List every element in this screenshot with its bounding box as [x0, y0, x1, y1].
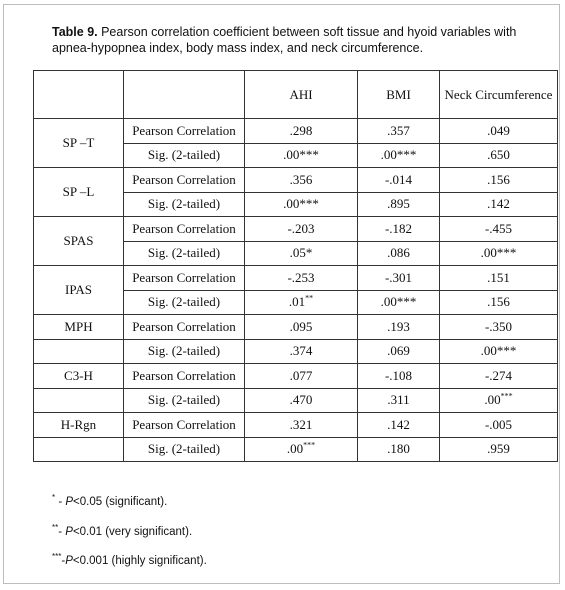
footnote-mark: * [52, 493, 56, 503]
table-row-pearson [34, 266, 558, 291]
header-bmi: BMI [358, 71, 440, 119]
superscript-mark: ** [305, 293, 314, 303]
pearson-neck: -.350 [440, 315, 558, 340]
pearson-neck: .049 [440, 119, 558, 144]
caption-label: Table 9. [52, 25, 98, 39]
sig-ahi: .374 [245, 339, 358, 364]
sig-ahi: .00*** [245, 143, 358, 168]
sig-ahi: .01** [245, 290, 358, 315]
pearson-bmi: -.182 [358, 217, 440, 242]
row-label-pearson: Pearson Correlation [124, 266, 245, 291]
table-row-pearson [34, 168, 558, 193]
row-label-sig: Sig. (2-tailed) [124, 192, 245, 217]
variable-name-empty [34, 437, 124, 462]
row-label-sig: Sig. (2-tailed) [124, 143, 245, 168]
sig-neck: .142 [440, 192, 558, 217]
variable-name: SP –T [34, 119, 124, 168]
header-row [34, 71, 558, 119]
pearson-bmi: -.108 [358, 364, 440, 389]
table-row-pearson [34, 119, 558, 144]
table-row-pearson [34, 217, 558, 242]
variable-name: C3-H [34, 364, 124, 389]
row-label-pearson: Pearson Correlation [124, 168, 245, 193]
caption-text: Pearson correlation coefficient between soft tissue and hyoid variables with apnea-hypopnea index, body mass index, and neck circumference. [52, 25, 517, 55]
row-label-sig: Sig. (2-tailed) [124, 290, 245, 315]
footnote-p: P [65, 496, 74, 508]
pearson-bmi: -.301 [358, 266, 440, 291]
pearson-ahi: .095 [245, 315, 358, 340]
footnote [52, 552, 207, 585]
sig-bmi: .00*** [358, 290, 440, 315]
row-label-pearson: Pearson Correlation [124, 364, 245, 389]
sig-bmi: .895 [358, 192, 440, 217]
pearson-neck: -.005 [440, 413, 558, 438]
variable-name: MPH [34, 315, 124, 340]
sig-ahi: .05* [245, 241, 358, 266]
footnote-p: P [65, 525, 73, 538]
footnote-sep: - [58, 525, 66, 538]
pearson-ahi: .298 [245, 119, 358, 144]
table-body [34, 119, 558, 462]
pearson-ahi: .077 [245, 364, 358, 389]
table-caption [52, 24, 522, 56]
footnote [52, 522, 207, 556]
sig-neck: .00*** [440, 339, 558, 364]
header-empty-2 [124, 71, 245, 119]
table-notes [52, 493, 207, 585]
table-row-sig [34, 339, 558, 364]
variable-name: H-Rgn [34, 413, 124, 438]
pearson-bmi: -.014 [358, 168, 440, 193]
pearson-ahi: -.203 [245, 217, 358, 242]
superscript-mark: *** [303, 440, 316, 450]
footnote [52, 493, 207, 526]
sig-neck: .00*** [440, 388, 558, 413]
sig-neck: .00*** [440, 241, 558, 266]
row-label-sig: Sig. (2-tailed) [124, 437, 245, 462]
footnote-mark: ** [52, 522, 59, 532]
correlation-table [33, 70, 558, 462]
pearson-bmi: .193 [358, 315, 440, 340]
row-label-sig: Sig. (2-tailed) [124, 241, 245, 266]
footnote-mark: *** [52, 552, 62, 562]
variable-name: SP –L [34, 168, 124, 217]
row-label-sig: Sig. (2-tailed) [124, 339, 245, 364]
sig-bmi: .00*** [358, 143, 440, 168]
sig-bmi: .086 [358, 241, 440, 266]
sig-ahi: .470 [245, 388, 358, 413]
variable-name-empty [34, 339, 124, 364]
footnote-text: <0.001 (highly significant). [72, 555, 207, 567]
sig-bmi: .311 [358, 388, 440, 413]
sig-ahi: .00*** [245, 437, 358, 462]
row-label-pearson: Pearson Correlation [124, 413, 245, 438]
pearson-neck: .151 [440, 266, 558, 291]
pearson-ahi: -.253 [245, 266, 358, 291]
pearson-bmi: .142 [358, 413, 440, 438]
variable-name: SPAS [34, 217, 124, 266]
row-label-sig: Sig. (2-tailed) [124, 388, 245, 413]
sig-ahi: .00*** [245, 192, 358, 217]
row-label-pearson: Pearson Correlation [124, 119, 245, 144]
table-row-sig [34, 437, 558, 462]
pearson-ahi: .356 [245, 168, 358, 193]
sig-bmi: .069 [358, 339, 440, 364]
sig-neck: .650 [440, 143, 558, 168]
sig-bmi: .180 [358, 437, 440, 462]
table-row-pearson [34, 364, 558, 389]
sig-neck: .959 [440, 437, 558, 462]
header-empty-1 [34, 71, 124, 119]
row-label-pearson: Pearson Correlation [124, 217, 245, 242]
pearson-bmi: .357 [358, 119, 440, 144]
table-row-pearson [34, 413, 558, 438]
header-neck: Neck Circumference [440, 71, 558, 119]
table-row-pearson [34, 315, 558, 340]
footnote-sep: - [61, 555, 66, 567]
pearson-neck: .156 [440, 168, 558, 193]
footnote-text: <0.05 (significant). [73, 496, 168, 508]
sig-neck: .156 [440, 290, 558, 315]
footnote-text: <0.01 (very significant). [72, 525, 193, 538]
footnote-sep: - [55, 496, 66, 508]
pearson-neck: -.274 [440, 364, 558, 389]
footnote-p: P [65, 555, 73, 567]
variable-name-empty [34, 388, 124, 413]
pearson-ahi: .321 [245, 413, 358, 438]
table-row-sig [34, 388, 558, 413]
row-label-pearson: Pearson Correlation [124, 315, 245, 340]
variable-name: IPAS [34, 266, 124, 315]
header-ahi: AHI [245, 71, 358, 119]
pearson-neck: -.455 [440, 217, 558, 242]
superscript-mark: *** [500, 391, 513, 401]
